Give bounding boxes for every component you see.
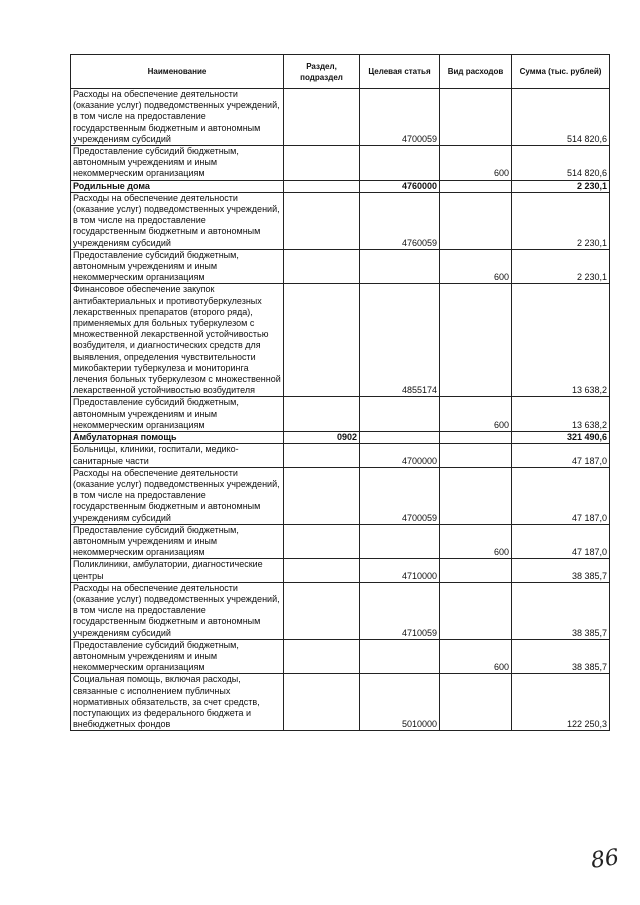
cell-name: Поликлиники, амбулатории, диагностические центры bbox=[71, 559, 284, 582]
table-row bbox=[71, 397, 610, 432]
cell-section bbox=[284, 639, 360, 674]
cell-expense bbox=[440, 192, 512, 249]
table-row bbox=[71, 639, 610, 674]
cell-expense bbox=[440, 674, 512, 731]
cell-section bbox=[284, 180, 360, 192]
table-row bbox=[71, 444, 610, 467]
cell-section: 0902 bbox=[284, 432, 360, 444]
cell-expense: 600 bbox=[440, 146, 512, 181]
cell-sum: 2 230,1 bbox=[512, 249, 610, 284]
cell-section bbox=[284, 397, 360, 432]
cell-expense: 600 bbox=[440, 639, 512, 674]
cell-target bbox=[360, 432, 440, 444]
cell-section bbox=[284, 559, 360, 582]
cell-target: 4710059 bbox=[360, 582, 440, 639]
cell-expense bbox=[440, 582, 512, 639]
cell-sum: 2 230,1 bbox=[512, 192, 610, 249]
cell-sum: 321 490,6 bbox=[512, 432, 610, 444]
cell-name: Предоставление субсидий бюджетным, автономным учреждениям и иным некоммерческим организациям bbox=[71, 397, 284, 432]
table-row bbox=[71, 284, 610, 397]
cell-section bbox=[284, 146, 360, 181]
cell-name: Амбулаторная помощь bbox=[71, 432, 284, 444]
cell-target: 5010000 bbox=[360, 674, 440, 731]
cell-sum: 47 187,0 bbox=[512, 444, 610, 467]
cell-sum: 122 250,3 bbox=[512, 674, 610, 731]
budget-table bbox=[70, 54, 610, 731]
cell-section bbox=[284, 467, 360, 524]
cell-sum: 38 385,7 bbox=[512, 559, 610, 582]
cell-target bbox=[360, 524, 440, 559]
header-target: Целевая статья bbox=[360, 55, 440, 89]
header-section: Раздел, подраздел bbox=[284, 55, 360, 89]
cell-expense bbox=[440, 444, 512, 467]
cell-name: Расходы на обеспечение деятельности (оказание услуг) подведомственных учреждений, в том числе на предоставление государственным бюджетным и автономным учреждениям субсидий bbox=[71, 89, 284, 146]
page-number: 86 bbox=[589, 845, 621, 874]
cell-sum: 514 820,6 bbox=[512, 146, 610, 181]
cell-expense bbox=[440, 467, 512, 524]
cell-expense: 600 bbox=[440, 397, 512, 432]
cell-sum: 38 385,7 bbox=[512, 639, 610, 674]
cell-section bbox=[284, 284, 360, 397]
cell-target: 4855174 bbox=[360, 284, 440, 397]
cell-section bbox=[284, 674, 360, 731]
cell-name: Родильные дома bbox=[71, 180, 284, 192]
cell-name: Расходы на обеспечение деятельности (оказание услуг) подведомственных учреждений, в том числе на предоставление государственным бюджетным и автономным учреждениям субсидий bbox=[71, 467, 284, 524]
cell-section bbox=[284, 524, 360, 559]
cell-section bbox=[284, 249, 360, 284]
cell-sum: 13 638,2 bbox=[512, 397, 610, 432]
cell-section bbox=[284, 444, 360, 467]
cell-expense bbox=[440, 89, 512, 146]
cell-name: Предоставление субсидий бюджетным, автономным учреждениям и иным некоммерческим организациям bbox=[71, 146, 284, 181]
cell-section bbox=[284, 582, 360, 639]
cell-expense bbox=[440, 180, 512, 192]
table-row bbox=[71, 146, 610, 181]
cell-target bbox=[360, 146, 440, 181]
cell-expense bbox=[440, 559, 512, 582]
cell-expense bbox=[440, 432, 512, 444]
cell-name: Расходы на обеспечение деятельности (оказание услуг) подведомственных учреждений, в том числе на предоставление государственным бюджетным и автономным учреждениям субсидий bbox=[71, 582, 284, 639]
cell-sum: 13 638,2 bbox=[512, 284, 610, 397]
cell-section bbox=[284, 89, 360, 146]
table-row bbox=[71, 180, 610, 192]
cell-name: Финансовое обеспечение закупок антибактериальных и противотуберкулезных лекарственных препаратов (второго ряда), применяемых для больных туберкулезом с множественной лекарственной устойчивостью возбудителя, и диагностических средств для выявления, определения чувствительности микобактерии туберкулеза и мониторинга лечения больных туберкулезом с множественной лекарственной устойчивостью возбудителя bbox=[71, 284, 284, 397]
cell-expense: 600 bbox=[440, 249, 512, 284]
table-row bbox=[71, 674, 610, 731]
table-row bbox=[71, 432, 610, 444]
cell-target: 4710000 bbox=[360, 559, 440, 582]
cell-sum: 514 820,6 bbox=[512, 89, 610, 146]
cell-sum: 38 385,7 bbox=[512, 582, 610, 639]
cell-target: 4700059 bbox=[360, 89, 440, 146]
table-row bbox=[71, 559, 610, 582]
table-row bbox=[71, 192, 610, 249]
cell-target: 4700000 bbox=[360, 444, 440, 467]
cell-name: Расходы на обеспечение деятельности (оказание услуг) подведомственных учреждений, в том числе на предоставление государственным бюджетным и автономным учреждениям субсидий bbox=[71, 192, 284, 249]
cell-expense: 600 bbox=[440, 524, 512, 559]
table-header-row bbox=[71, 55, 610, 89]
cell-name: Предоставление субсидий бюджетным, автономным учреждениям и иным некоммерческим организациям bbox=[71, 524, 284, 559]
cell-target bbox=[360, 639, 440, 674]
table-row bbox=[71, 249, 610, 284]
cell-sum: 47 187,0 bbox=[512, 467, 610, 524]
cell-name: Больницы, клиники, госпитали, медико-санитарные части bbox=[71, 444, 284, 467]
header-expense: Вид расходов bbox=[440, 55, 512, 89]
cell-section bbox=[284, 192, 360, 249]
cell-sum: 2 230,1 bbox=[512, 180, 610, 192]
cell-target: 4760059 bbox=[360, 192, 440, 249]
table-row bbox=[71, 524, 610, 559]
cell-target: 4700059 bbox=[360, 467, 440, 524]
header-sum: Сумма (тыс. рублей) bbox=[512, 55, 610, 89]
cell-expense bbox=[440, 284, 512, 397]
cell-sum: 47 187,0 bbox=[512, 524, 610, 559]
table-row bbox=[71, 582, 610, 639]
cell-target bbox=[360, 397, 440, 432]
table-row bbox=[71, 467, 610, 524]
cell-name: Предоставление субсидий бюджетным, автономным учреждениям и иным некоммерческим организациям bbox=[71, 639, 284, 674]
cell-name: Социальная помощь, включая расходы, связанные с исполнением публичных нормативных обязательств, за счет средств, поступающих из федерального бюджета и внебюджетных фондов bbox=[71, 674, 284, 731]
cell-target: 4760000 bbox=[360, 180, 440, 192]
table-row bbox=[71, 89, 610, 146]
header-name: Наименование bbox=[71, 55, 284, 89]
cell-name: Предоставление субсидий бюджетным, автономным учреждениям и иным некоммерческим организациям bbox=[71, 249, 284, 284]
cell-target bbox=[360, 249, 440, 284]
